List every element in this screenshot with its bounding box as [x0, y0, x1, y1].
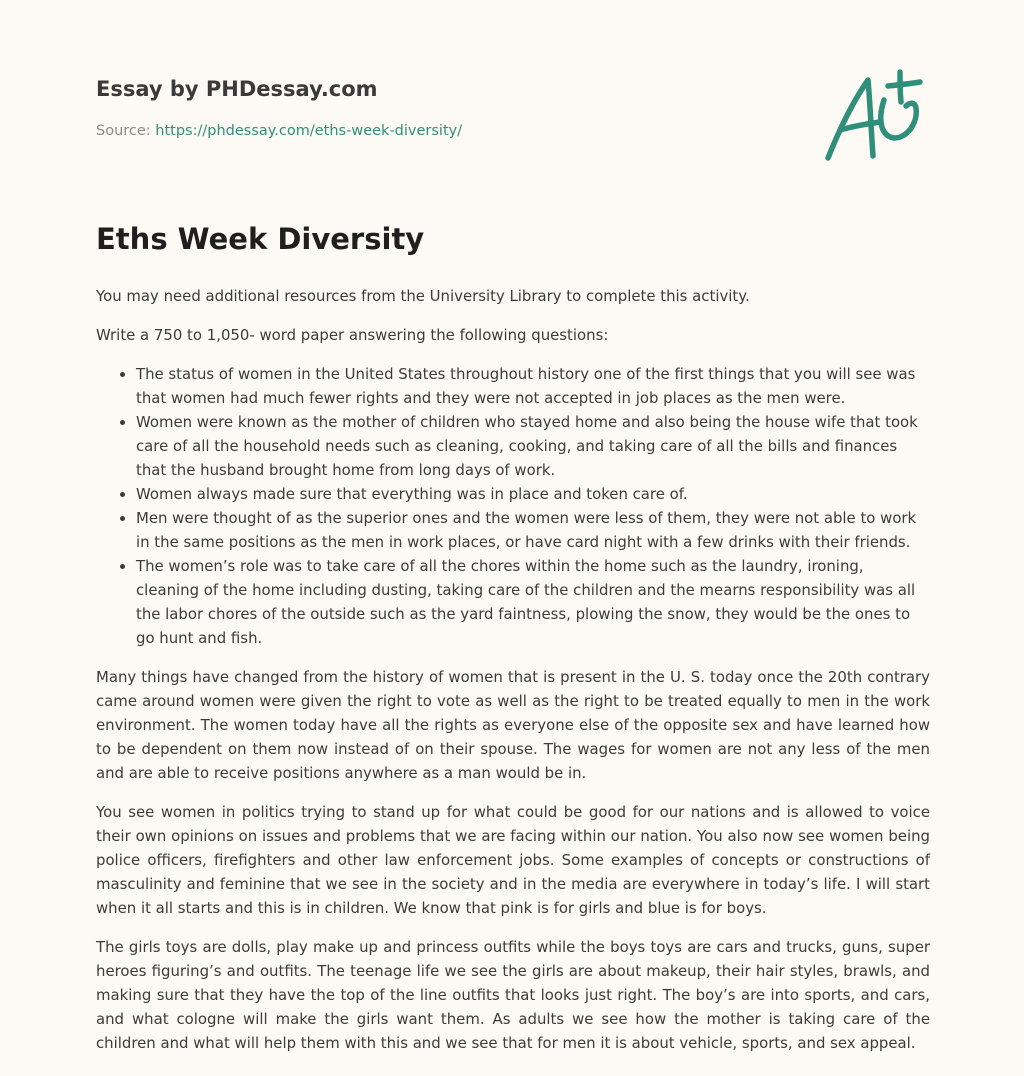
list-item: • The status of women in the United States throughout history one of the first things that you will see was that women had much fewer rights and they were not accepted in job places as the men were.	[136, 362, 930, 410]
list-item: • Men were thought of as the superior ones and the women were less of them, they were not able to work in the same positions as the men in work places, or have card night with a few drinks with their friends.	[136, 506, 930, 554]
essay-body	[96, 284, 930, 1070]
list-item: • Women always made sure that everything was in place and token care of.	[136, 482, 930, 506]
body-paragraph: The girls toys are dolls, play make up and princess outfits while the boys toys are cars and trucks, guns, super heroes figuring’s and outfits. The teenage life we see the girls are about makeup, their hair styles, brawls, and making sure that they have the top of the line outfits that looks just right. The boy’s are into sports, and cars, and what cologne will make the girls want them. As adults we see how the mother is taking care of the children and what will help them with this and we see that for men it is about vehicle, sports, and sex appeal.	[96, 938, 930, 1052]
a-plus-logo-icon	[818, 66, 930, 166]
source-link[interactable]: https://phdessay.com/eths-week-diversity/	[155, 123, 463, 139]
list-item: • Women were known as the mother of children who stayed home and also being the house wife that took care of all the household needs such as cleaning, cooking, and taking care of all the bills and finances that the husband brought home from long days of work.	[136, 410, 930, 482]
source-line	[96, 123, 462, 139]
source-label: Source:	[96, 123, 156, 139]
body-paragraph: Many things have changed from the history of women that is present in the U. S. today once the 20th contrary came around women were given the right to vote as well as the right to be treated equally to men in the work environment. The women today have all the rights as everyone else of the opposite sex and have learned how to be dependent on them now instead of on their spouse. The wages for women are not any less of the men and are able to receive positions anywhere as a man would be in.	[96, 668, 930, 782]
page-header	[96, 0, 930, 180]
list-item: • The women’s role was to take care of all the chores within the home such as the laundry, ironing, cleaning of the home including dusting, taking care of the children and the mearns responsibility was all the labor chores of the outside such as the yard faintness, plowing the snow, they would be the ones to go hunt and fish.	[136, 554, 930, 650]
essay-page	[96, 0, 930, 1052]
bullet-list	[96, 362, 930, 650]
essay-title: Eths Week Diversity	[96, 222, 425, 256]
intro-paragraph: Write a 750 to 1,050- word paper answering the following questions:	[96, 326, 609, 344]
body-paragraph: You see women in politics trying to stand up for what could be good for our nations and is allowed to voice their own opinions on issues and problems that we are facing within our nation. You also now see women being police officers, firefighters and other law enforcement jobs. Some examples of concepts or constructions of masculinity and feminine that we see in the society and in the media are everywhere in today’s life. I will start when it all starts and this is in children. We know that pink is for girls and blue is for boys.	[96, 803, 930, 917]
intro-paragraph: You may need additional resources from the University Library to complete this activity.	[96, 287, 750, 305]
site-brand: Essay by PHDessay.com	[96, 77, 378, 101]
